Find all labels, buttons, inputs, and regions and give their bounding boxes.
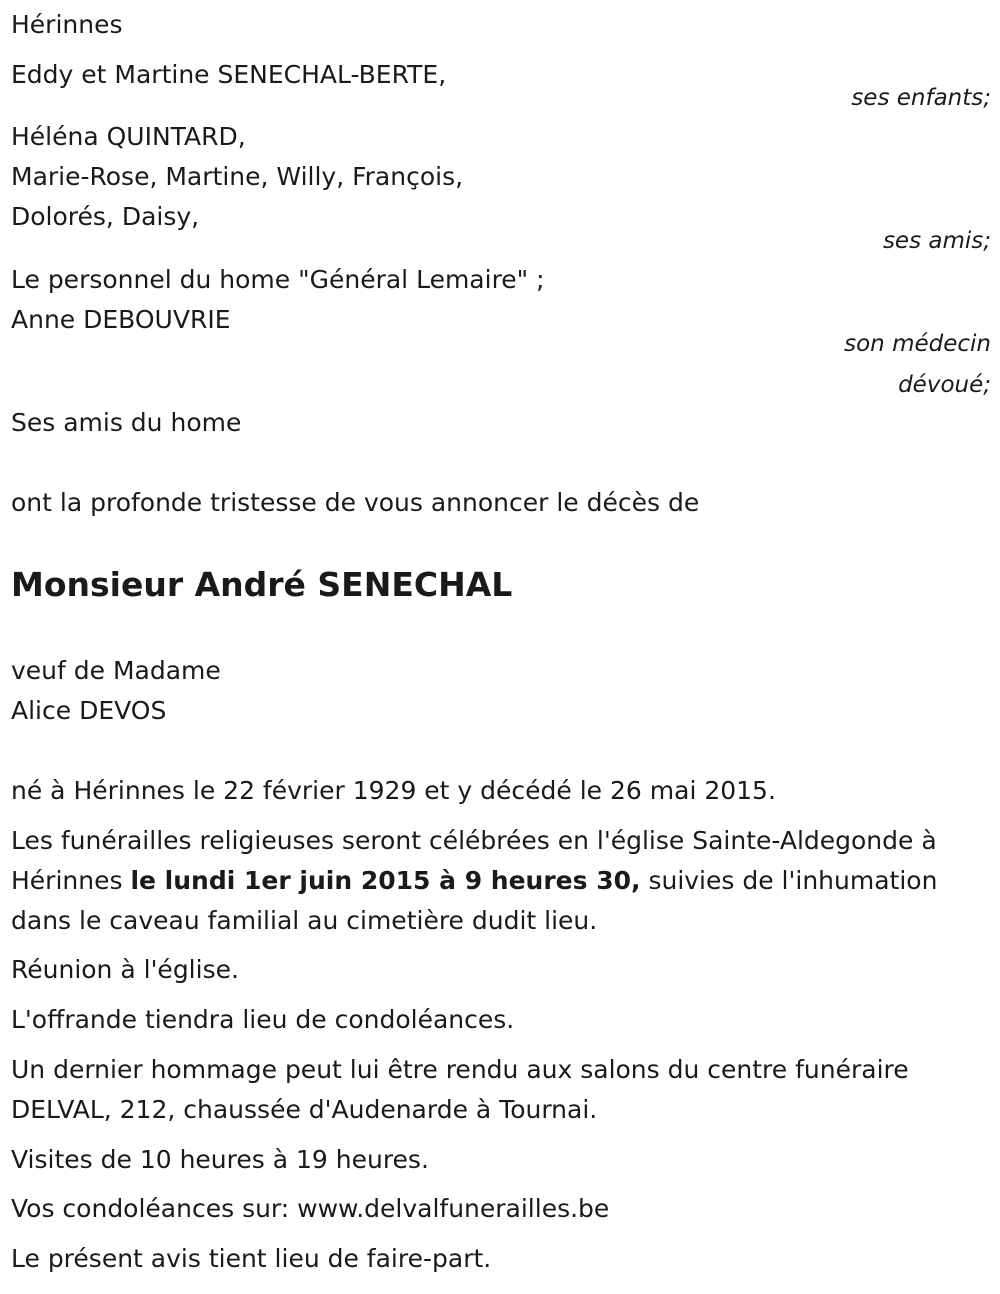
town: Hérinnes (11, 10, 123, 39)
staff-line: Le personnel du home "Général Lemaire" ; (11, 265, 545, 294)
widower-line-1: veuf de Madame (11, 656, 221, 685)
funeral-line-1: Les funérailles religieuses seront célébrées en l'église Sainte-Aldegonde à (11, 826, 937, 855)
announcement-line: ont la profonde tristesse de vous annoncer le décès de (11, 488, 700, 517)
funeral-line-2 (11, 861, 937, 901)
funeral-date-time: le lundi 1er juin 2015 à 9 heures 30, (130, 866, 641, 895)
offering-line: L'offrande tiendra lieu de condoléances. (11, 1005, 515, 1034)
deceased-name: Monsieur André SENECHAL (11, 565, 513, 604)
children-role: ses enfants; (851, 85, 991, 111)
obituary-notice (11, 0, 991, 1294)
funeral-line-2-start: Hérinnes (11, 866, 131, 895)
meeting-line: Réunion à l'église. (11, 955, 239, 984)
friend-line-1: Héléna QUINTARD, (11, 122, 246, 151)
doctor-role-line-2: dévoué; (898, 372, 991, 398)
children-names: Eddy et Martine SENECHAL-BERTE, (11, 60, 447, 89)
funeral-line-2-end: suivies de l'inhumation (640, 866, 938, 895)
friends-role: ses amis; (882, 228, 991, 254)
friend-line-2: Marie-Rose, Martine, Willy, François, (11, 162, 464, 191)
condolences-line: Vos condoléances sur: www.delvalfunerailles.be (11, 1194, 610, 1223)
home-friends-line: Ses amis du home (11, 408, 242, 437)
tribute-line-1: Un dernier hommage peut lui être rendu aux salons du centre funéraire (11, 1055, 909, 1084)
widower-line-2: Alice DEVOS (11, 696, 167, 725)
tribute-line-2: DELVAL, 212, chaussée d'Audenarde à Tournai. (11, 1095, 598, 1124)
friend-line-3: Dolorés, Daisy, (11, 202, 200, 231)
notice-line: Le présent avis tient lieu de faire-part. (11, 1244, 492, 1273)
doctor-role-line-1: son médecin (844, 331, 991, 357)
visits-line: Visites de 10 heures à 19 heures. (11, 1145, 429, 1174)
doctor-name: Anne DEBOUVRIE (11, 305, 231, 334)
birth-death-line: né à Hérinnes le 22 février 1929 et y décédé le 26 mai 2015. (11, 776, 776, 805)
funeral-line-3: dans le caveau familial au cimetière dudit lieu. (11, 906, 598, 935)
